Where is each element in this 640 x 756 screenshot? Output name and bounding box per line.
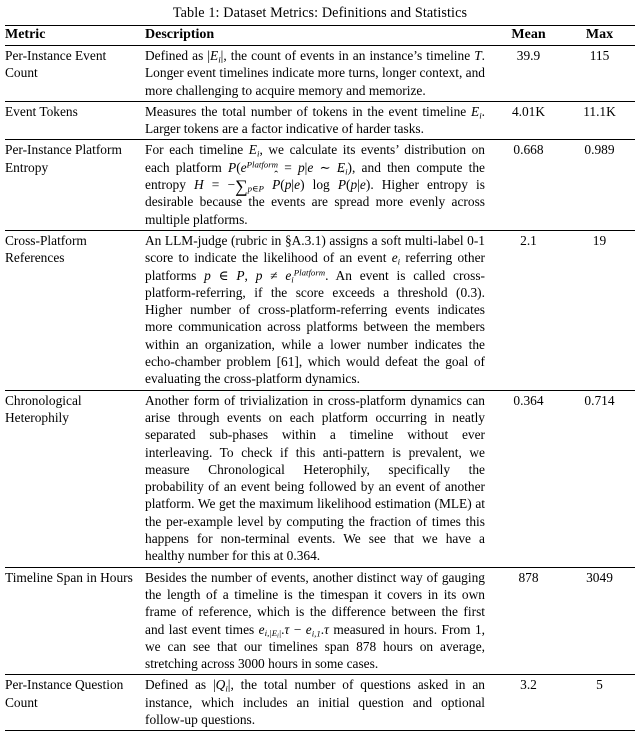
table-row: [5, 101, 635, 140]
table-row: [5, 140, 635, 230]
row-max-value: 5: [564, 675, 635, 730]
row-metric-name: Per-Instance Question Count: [5, 675, 145, 730]
row-description: Defined as $|Q_i|$, the total number of questions asked in an instance, which includes an initial question and optional follow-up questions.: [145, 675, 493, 730]
row-metric-name: Chronological Heterophily: [5, 390, 145, 567]
row-mean-value: 878: [493, 567, 564, 675]
row-mean-value: 39.9: [516, 48, 541, 63]
row-mean-value: 2.1: [493, 230, 564, 390]
row-max-value: 19: [564, 230, 635, 390]
row-mean-value: 0.364: [493, 390, 564, 567]
row-max-value: 11.1K: [564, 101, 635, 140]
row-mean-value: 0.668: [493, 140, 564, 230]
row-description: An LLM-judge (rubric in §A.3.1) assigns a soft multi-label 0-1 score to indicate the likelihood of an event $e_i$ referring other platforms p ∈ P, $p \ne e_i^{Platform}$. An event is called cross-platform-referring, if the score exceeds a threshold (0.3). Higher number of cross-platform-referring events indicates more communication across platforms between the members within an organization, while a lower number indicates the echo-chamber problem [61], which would defeat the goal of evaluating the cross-platform dynamics.: [145, 230, 493, 390]
table-bottom-rule: [5, 730, 635, 731]
row-description: Besides the number of events, another distinct way of gauging the length of a timeline is the timespan it covers in its own frame of reference, which is the difference between the first and last event times $e_{i,|E_i|}.\tau - e_{i,1}.\tau$ measured in hours. From 1, we can see that our timelines span 878 hours on average, stretching across 3000 hours in some cases.: [145, 567, 493, 675]
header-row: [5, 26, 635, 46]
row-metric-name: Per-Instance Event Count: [5, 48, 107, 81]
row-metric-name: Event Tokens: [5, 101, 145, 140]
column-header-metric: Metric: [5, 26, 145, 46]
column-header-max: Max: [564, 26, 635, 46]
table-row: [5, 230, 635, 390]
table-body: [5, 46, 635, 731]
row-mean-value: 3.2: [493, 675, 564, 730]
row-metric-name: Per-Instance Platform Entropy: [5, 140, 145, 230]
table-row: [5, 46, 635, 102]
row-max-value: 3049: [564, 567, 635, 675]
table-header: [5, 26, 635, 46]
row-metric-name: Cross-Platform References: [5, 230, 145, 390]
section-reference: §A.3.1: [284, 232, 322, 248]
row-description: Another form of trivialization in cross-platform dynamics can arise through events on each platform occurring in neatly separated sub-phases within a timeline without ever interleaving. To check if this anti-pattern is prevalent, we measure Chronological Heterophily, specifically the probability of an event being followed by an event of another platform. We get the maximum likelihood estimation (MLE) at the per-example level by computing the fraction of times this happens for non-terminal events. We see that we have a healthy number for this at 0.364.: [145, 390, 493, 567]
row-mean-value: 4.01K: [493, 101, 564, 140]
row-max-value: 0.989: [564, 140, 635, 230]
table-row: [5, 390, 635, 567]
table-row: [5, 675, 635, 730]
row-description: Defined as $|E_i|$, the count of events in an instance’s timeline T. Longer event timelines indicate more turns, longer context, and more challenging to acquire memory and memorize.: [145, 48, 485, 98]
citation-reference: [61]: [276, 354, 299, 370]
table-row: [5, 567, 635, 675]
column-header-description: Description: [145, 26, 493, 46]
row-max-value: 115: [589, 48, 610, 63]
row-metric-name: Timeline Span in Hours: [5, 567, 145, 675]
row-description: Measures the total number of tokens in the event timeline $E_i$. Larger tokens are a factor indicative of harder tasks.: [145, 101, 493, 140]
table-caption: Table 1: Dataset Metrics: Definitions and Statistics: [172, 5, 468, 21]
row-max-value: 0.714: [564, 390, 635, 567]
row-description: For each timeline $E_i$, we calculate its events’ distribution on each platform $P(e^{Platform} = p|e$ ∼ $E_i$), and then compute the entropy $H = -\sum_{p\in P}$ P(p|e) log P(p|e). Higher entropy is desirable because the events are spread more evenly across multiple platforms.: [145, 140, 493, 230]
dataset-metrics-table: [5, 25, 635, 730]
column-header-mean: Mean: [493, 26, 564, 46]
